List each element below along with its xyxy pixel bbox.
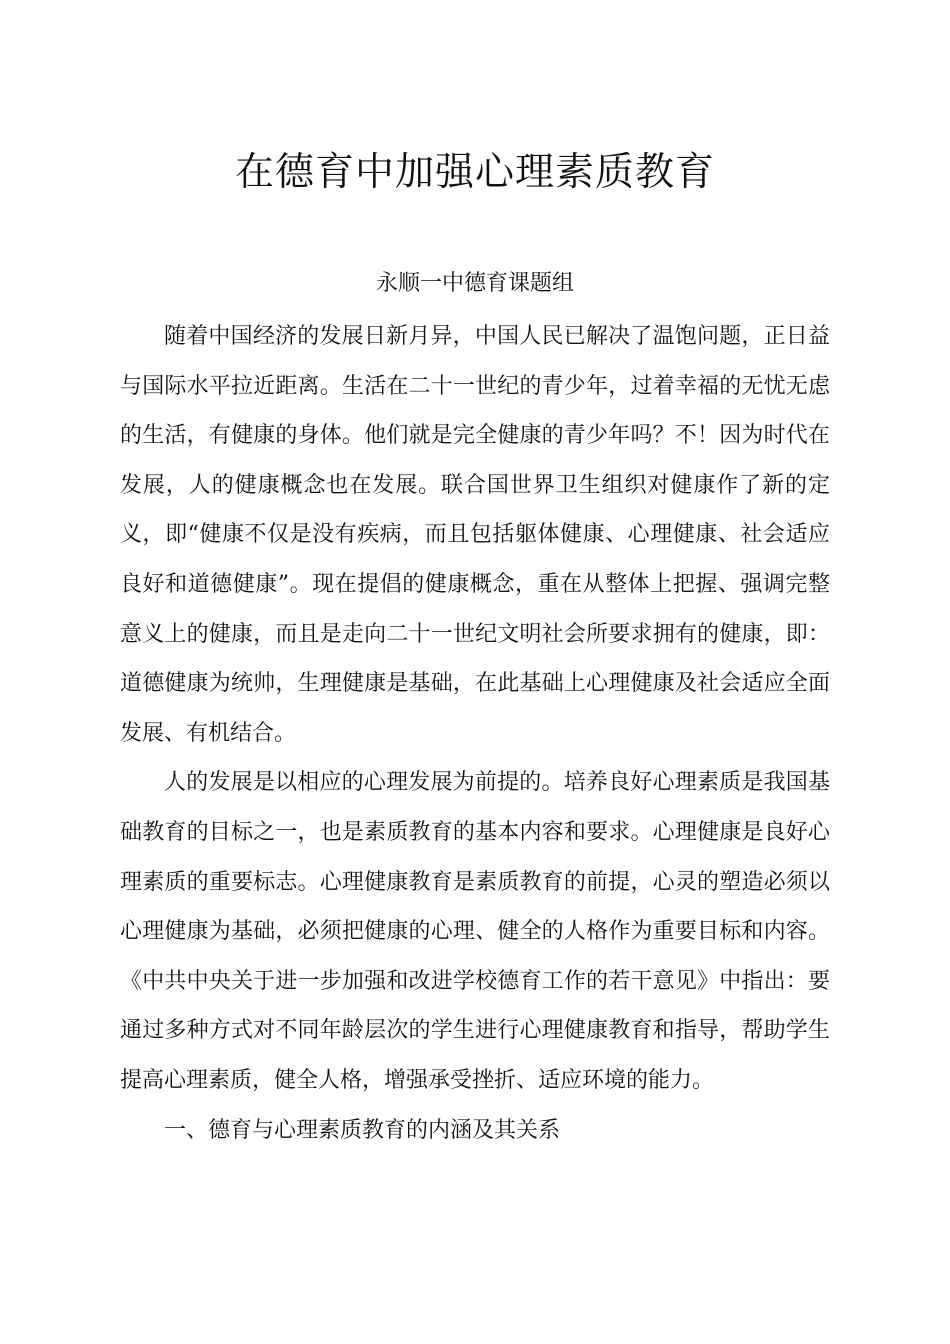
document-author: 永顺一中德育课题组 — [375, 271, 574, 296]
paragraph-1: 随着中国经济的发展日新月异，中国人民已解决了温饱问题，正日益与国际水平拉近距离。生活在二十一世纪的青少年，过着幸福的无忧无虑的生活，有健康的身体。他们就是完全健康的青少年吗？不！因为时代在发展，人的健康概念也在发展。联合国世界卫生组织对健康作了新的定义，即“健康不仅是没有疾病，而且包括躯体健康、心理健康、社会适应良好和道德健康”。现在提倡的健康概念，重在从整体上把握、强调完整意义上的健康，而且是走向二十一世纪文明社会所要求拥有的健康，即：道德健康为统帅，生理健康是基础，在此基础上心理健康及社会适应全面发展、有机结合。 — [120, 324, 830, 746]
section-heading-1: 一、德育与心理素质教育的内涵及其关系 — [164, 1117, 561, 1143]
document-title: 在德育中加强心理素质教育 — [234, 150, 715, 195]
document-body — [120, 312, 830, 1155]
paragraph-2: 人的发展是以相应的心理发展为前提的。培养良好心理素质是我国基础教育的目标之一，也是素质教育的基本内容和要求。心理健康是良好心理素质的重要标志。心理健康教育是素质教育的前提，心灵的塑造必须以心理健康为基础，必须把健康的心理、健全的人格作为重要目标和内容。《中共中央关于进一步加强和改进学校德育工作的若干意见》中指出：要通过多种方式对不同年龄层次的学生进行心理健康教育和指导，帮助学生提高心理素质，健全人格，增强承受挫折、适应环境的能力。 — [120, 770, 830, 1093]
